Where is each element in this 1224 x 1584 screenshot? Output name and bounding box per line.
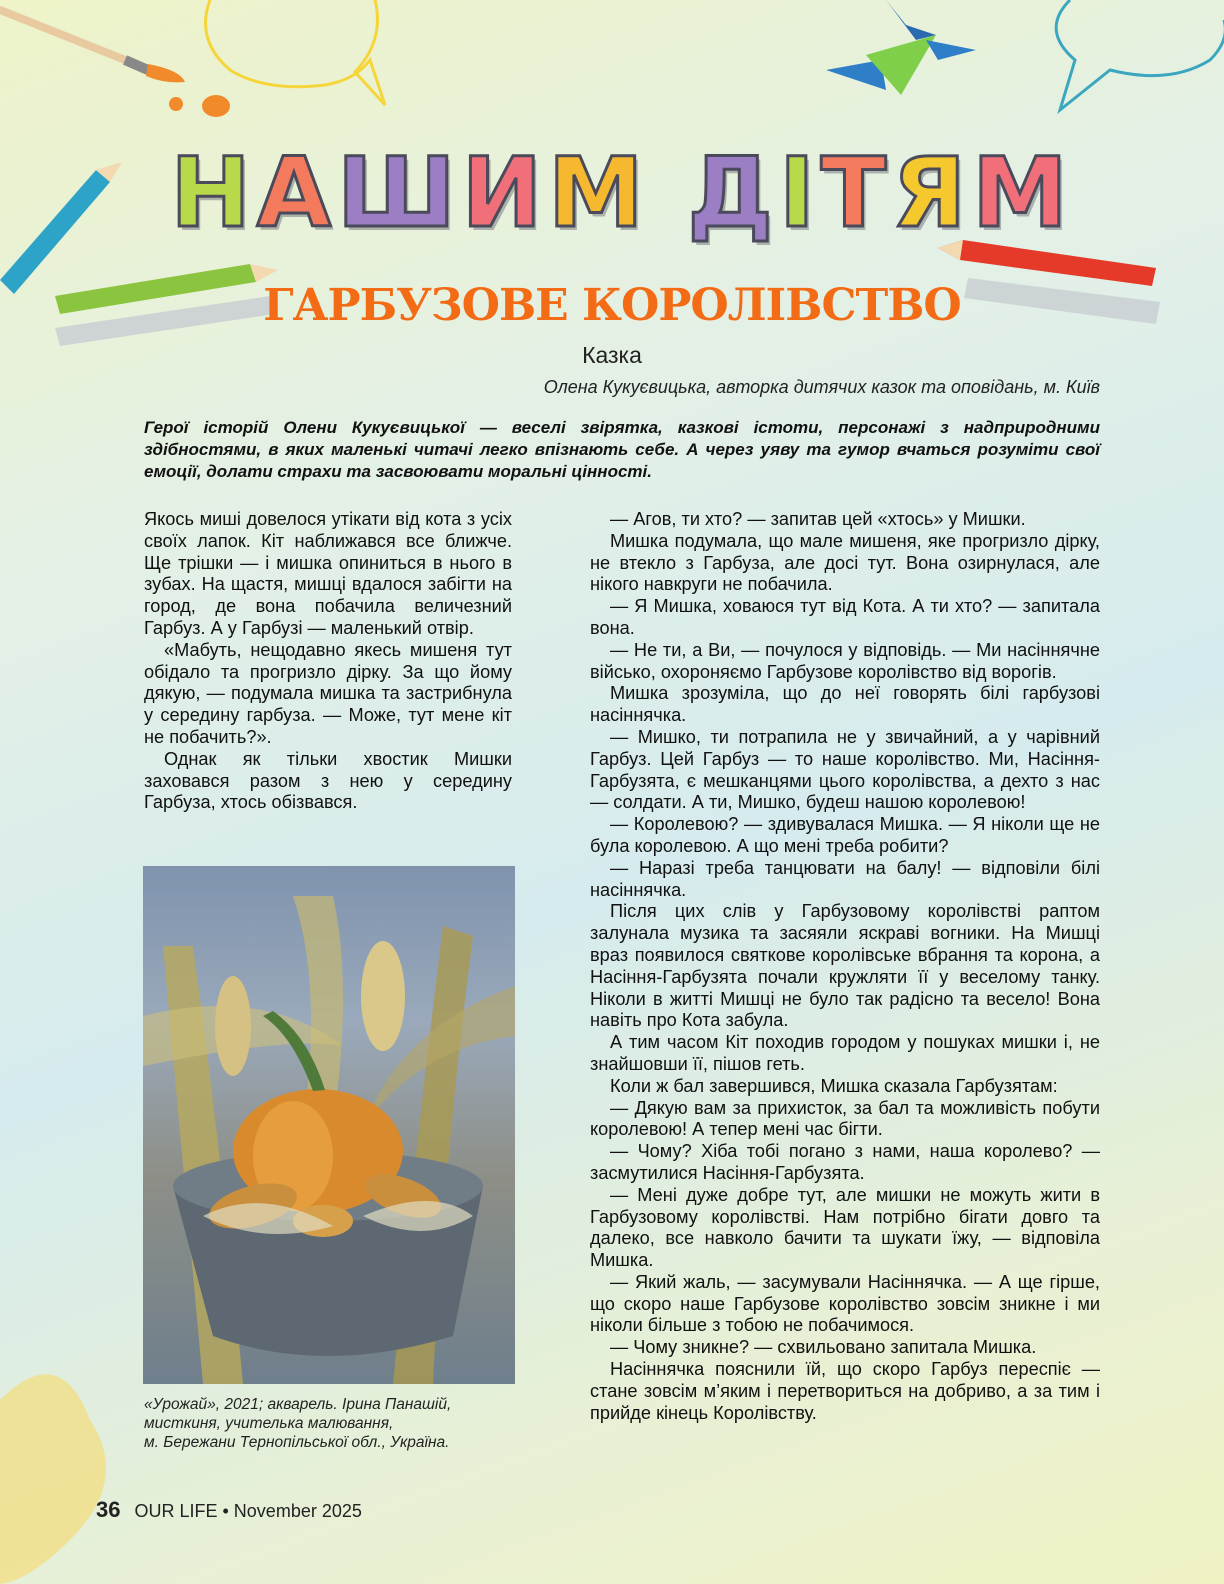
caption-line: мисткиня, учителька малювання, xyxy=(144,1415,394,1432)
paragraph: — Я Мишка, ховаюся тут від Кота. А ти хто? — запитала вона. xyxy=(590,596,1100,638)
pumpkin-painting-image xyxy=(143,866,515,1384)
banner-letter: Ш xyxy=(337,137,458,249)
caption-line: м. Бережани Тернопільської обл., Україна. xyxy=(144,1434,450,1451)
paragraph: — Дякую вам за прихисток, за бал та можливість побути королевою! А тепер мені час бігти. xyxy=(590,1097,1100,1140)
banner-letter: Т xyxy=(820,137,889,249)
paragraph: Якось миші довелося утікати від кота з усіх своїх лапок. Кіт наближався все ближче. Ще трішки — і мишка опиниться в нього в зубах. На щастя, мишці вдалося забігти на город, де вона побачила величезний Гарбуз. А у Гарбузі — маленький отвір. xyxy=(144,509,512,638)
paragraph: А тим часом Кіт походив городом у пошуках мишки і, не знайшовши її, пішов геть. xyxy=(590,1032,1100,1074)
paragraph: — Чому? Хіба тобі погано з нами, наша королево? — засмутилися Насіння-Гарбузята. xyxy=(590,1141,1100,1183)
paragraph: — Наразі треба танцювати на балу! — відповіли білі насіннячка. xyxy=(590,857,1100,900)
paragraph: «Мабуть, нещодавно якесь мишеня тут обідало та прогризло дірку. За що йому дякую, — подумала мишка та застрибнула у середину гарбуза. — Може, тут мене кіт не побачить?». xyxy=(144,639,512,747)
text-column-right xyxy=(590,509,1100,1424)
banner-letter: Д xyxy=(687,137,775,249)
paragraph: Коли ж бал завершився, Мишка сказала Гарбузятам: xyxy=(610,1075,1058,1096)
article-lead: Герої історій Олени Кукуєвицької — веселі звірятка, казкові істоти, персонажі з надприродними здібностями, в яких маленькі читачі легко впізнають себе. А через уяву та гумор вчаться розуміти свої емоції, долати страхи та засвоювати моральні цінності. xyxy=(144,418,1100,481)
publication-info: OUR LIFE • November 2025 xyxy=(134,1501,362,1521)
paragraph: — Який жаль, — засумували Насіннячка. — А ще гірше, що скоро наше Гарбузове королівство зовсім зникне і ми ніколи більше з тобою не побачимося. xyxy=(590,1271,1100,1336)
article-author: Олена Кукуєвицька, авторка дитячих казок та оповідань, м. Київ xyxy=(543,377,1100,397)
banner-letter: М xyxy=(547,137,646,249)
paragraph: — Агов, ти хто? — запитав цей «хтось» у Мишки. xyxy=(610,509,1026,529)
caption-line: «Урожай», 2021; акварель. Ірина Панашій, xyxy=(144,1396,452,1413)
painting-illustration xyxy=(143,866,515,1384)
article-genre: Казка xyxy=(582,342,642,368)
painting-caption xyxy=(144,1395,524,1452)
speech-bubble-right-icon xyxy=(1040,0,1224,120)
text-column-left xyxy=(144,509,512,814)
paragraph: — Чому зникне? — схвильовано запитала Мишка. xyxy=(610,1337,1037,1358)
paragraph: Однак як тільки хвостик Мишки заховався разом з нею у середину Гарбуза, хтось обізвався. xyxy=(144,748,512,813)
origami-bird-icon xyxy=(826,0,976,100)
banner-letter: М xyxy=(972,137,1070,249)
banner-letter: И xyxy=(461,137,544,249)
paragraph: Мишка зрозуміла, що до неї говорять білі гарбузові насіннячка. xyxy=(590,683,1100,726)
paintbrush-icon xyxy=(0,0,200,120)
section-banner xyxy=(140,138,1100,248)
paragraph: — Мишко, ти потрапила не у звичайний, а у чарівний Гарбуз. Цей Гарбуз — то наше королівство. Ми, Насіння-Гарбузята, є мешканцями цього королівства, а дехто з нас — солдати. А ти, Мишко, будеш нашою королевою! xyxy=(590,726,1100,813)
banner-letter: Я xyxy=(892,137,969,249)
paragraph: — Не ти, а Ви, — почулося у відповідь. — Ми насіннячне військо, охороняємо Гарбузове королівство від ворогів. xyxy=(590,639,1100,682)
page-footer xyxy=(96,1497,362,1523)
paragraph: Мишка подумала, що мале мишеня, яке прогризло дірку, не втекло з Гарбуза, але досі тут. Вона озирнулася, але нікого навкруги не побачила. xyxy=(590,530,1100,595)
banner-letter: І xyxy=(778,137,817,249)
article-title: ГАРБУЗОВЕ КОРОЛІВСТВО xyxy=(263,280,961,331)
paragraph: Насіннячка пояснили їй, що скоро Гарбуз переспіє — стане зовсім м’яким і перетвориться на добриво, а за тим і прийде кінець Королівству. xyxy=(590,1359,1100,1423)
paint-drop-icon xyxy=(198,92,238,122)
paragraph: Після цих слів у Гарбузовому королівстві раптом залунала музика та засяяли яскраві вогники. На Мишці враз появилося святкове королівське вбрання та корона, а Насіння-Гарбузята почали кружляти її у веселому танку. Ніколи в житті Мишці не було так радісно та весело! Вона навіть про Кота забула. xyxy=(590,901,1100,1031)
banner-letter: Н xyxy=(170,137,253,249)
paragraph: — Мені дуже добре тут, але мишки не можуть жити в Гарбузовому королівстві. Нам потрібно бігати довго та далеко, все навколо бачити та шукати їжу, — відповіла Мишка. xyxy=(590,1184,1100,1271)
banner-letter: А xyxy=(256,137,333,249)
page-number: 36 xyxy=(96,1497,121,1522)
paragraph: — Королевою? — здивувалася Мишка. — Я ніколи ще не була королевою. А що мені треба робити? xyxy=(590,814,1100,856)
